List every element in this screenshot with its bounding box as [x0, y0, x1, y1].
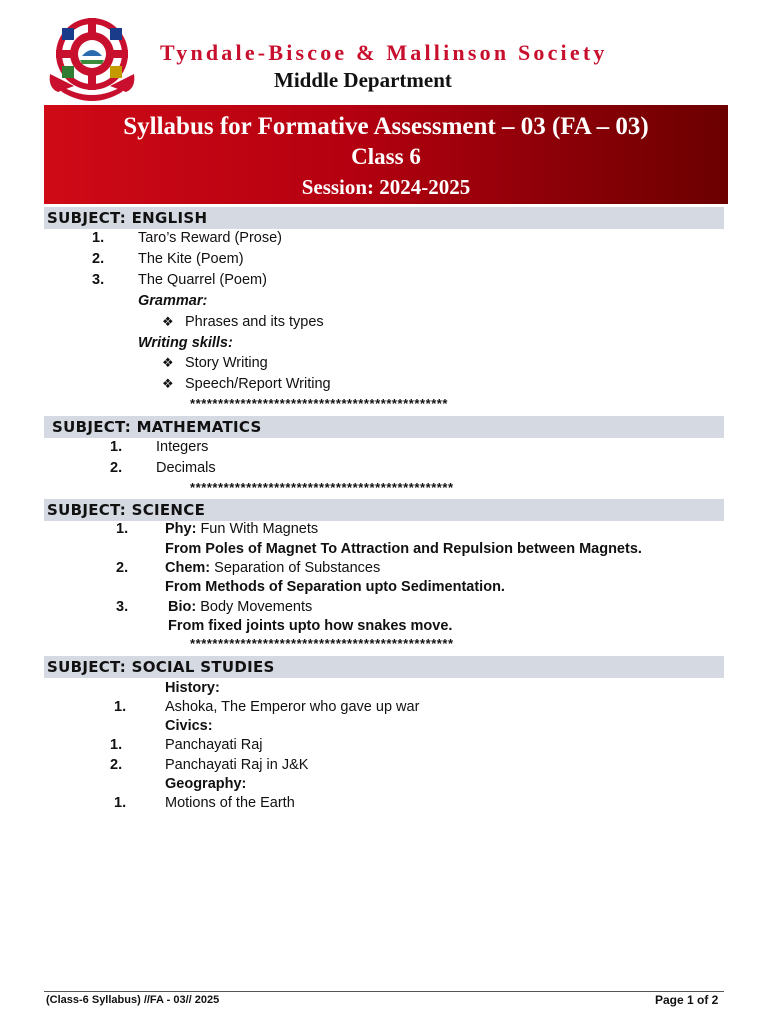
list-item: Phrases and its types: [185, 314, 324, 330]
geography-label: Geography:: [165, 776, 247, 792]
topic-range: From Methods of Separation upto Sedimentation.: [165, 579, 505, 595]
list-number: 2.: [110, 460, 123, 476]
department-name: Middle Department: [274, 68, 452, 92]
list-number: 1.: [114, 795, 127, 811]
society-name: Tyndale-Biscoe & Mallinson Society: [160, 40, 608, 65]
list-number: 1.: [116, 521, 129, 537]
class-label: Class 6: [351, 144, 421, 169]
list-item: Panchayati Raj: [165, 737, 263, 753]
subject-heading-science: SUBJECT: SCIENCE: [44, 499, 724, 521]
list-item: Phy: Fun With Magnets: [165, 521, 319, 537]
list-item: Integers: [156, 439, 209, 455]
topic-range: From fixed joints upto how snakes move.: [168, 618, 453, 634]
list-item: Taro’s Reward (Prose): [138, 230, 282, 246]
section-separator: **********************************************: [190, 396, 449, 411]
list-number: 3.: [116, 599, 129, 615]
science-branch-label: Bio:: [168, 599, 197, 615]
list-item: Story Writing: [185, 355, 268, 371]
grammar-label: Grammar:: [138, 293, 208, 309]
list-item: Motions of the Earth: [165, 795, 295, 811]
list-number: 2.: [116, 560, 129, 576]
list-number: 2.: [92, 251, 105, 267]
list-number: 2.: [110, 757, 123, 773]
list-item: Panchayati Raj in J&K: [165, 757, 309, 773]
four-diamond-bullet-icon: ❖: [162, 377, 174, 392]
subject-heading-social-studies: SUBJECT: SOCIAL STUDIES: [44, 656, 724, 678]
list-item: Decimals: [156, 460, 216, 476]
section-separator: ***********************************************: [190, 480, 454, 495]
science-branch-label: Phy:: [165, 521, 197, 537]
document-title: Syllabus for Formative Assessment – 03 (FA – 03): [123, 113, 649, 140]
list-number: 1.: [110, 439, 123, 455]
writing-skills-label: Writing skills:: [138, 335, 233, 351]
science-branch-label: Chem:: [165, 560, 211, 576]
history-label: History:: [165, 680, 220, 696]
topic-range: From Poles of Magnet To Attraction and Repulsion between Magnets.: [165, 541, 642, 557]
session-label: Session: 2024-2025: [301, 175, 471, 199]
list-number: 3.: [92, 272, 105, 288]
footer-divider: [44, 991, 724, 992]
list-item: The Kite (Poem): [138, 251, 244, 267]
four-diamond-bullet-icon: ❖: [162, 315, 174, 330]
footer-label: (Class-6 Syllabus) //FA - 03// 2025: [46, 994, 220, 1006]
title-banner: [44, 105, 728, 204]
list-item: Bio: Body Movements: [168, 599, 313, 615]
list-item: Chem: Separation of Substances: [165, 560, 381, 576]
four-diamond-bullet-icon: ❖: [162, 356, 174, 371]
list-item: Speech/Report Writing: [185, 376, 331, 392]
subject-heading-mathematics: SUBJECT: MATHEMATICS: [44, 416, 724, 438]
list-number: 1.: [110, 737, 123, 753]
society-crest-logo: [44, 14, 140, 104]
civics-label: Civics:: [165, 718, 213, 734]
subject-heading-english: SUBJECT: ENGLISH: [44, 207, 724, 229]
page-number: Page 1 of 2: [655, 993, 719, 1007]
list-number: 1.: [92, 230, 105, 246]
list-item: The Quarrel (Poem): [138, 272, 267, 288]
list-number: 1.: [114, 699, 127, 715]
section-separator: ***********************************************: [190, 636, 454, 651]
list-item: Ashoka, The Emperor who gave up war: [165, 699, 420, 715]
